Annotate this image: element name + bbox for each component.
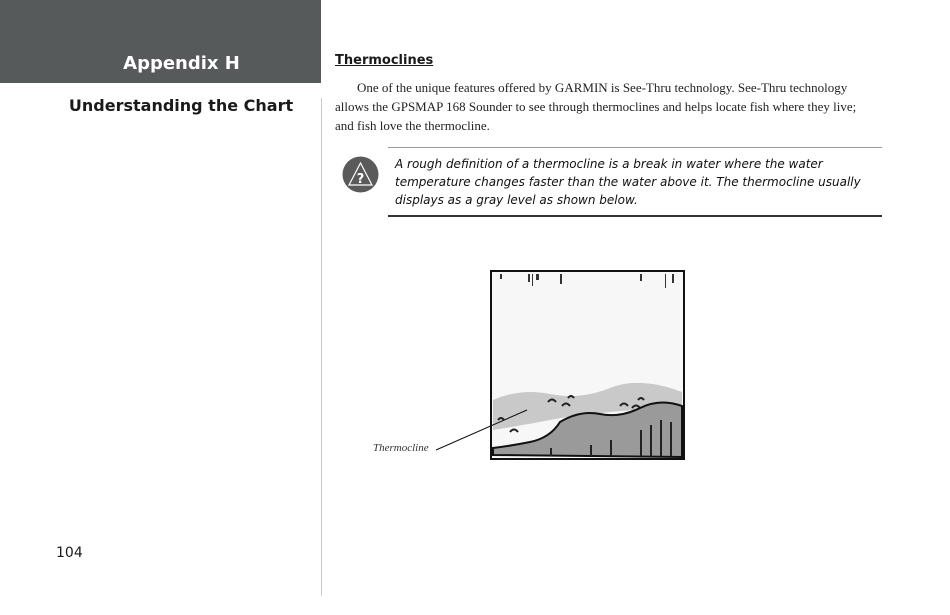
section-title: Understanding the Chart bbox=[68, 96, 294, 115]
thermocline-callout-label: Thermocline bbox=[373, 442, 429, 454]
thermoclines-paragraph: One of the unique features offered by GARMIN is See-Thru technology. See-Thru technology allows the GPSMAP 168 Sounder to see through thermoclines and helps locate fish where they live; and fish love the thermocline. bbox=[335, 80, 857, 133]
appendix-title: Appendix H bbox=[123, 53, 240, 74]
svg-text:?: ? bbox=[356, 172, 365, 187]
column-divider bbox=[321, 98, 322, 596]
sonar-screen-image bbox=[490, 270, 685, 460]
note-rule-bottom bbox=[388, 215, 882, 217]
note-text: A rough definition of a thermocline is a break in water where the water temperature changes faster than the water above it. The thermocline usually displays as a gray level as shown below. bbox=[395, 157, 861, 207]
thermoclines-heading: Thermoclines bbox=[335, 53, 434, 68]
question-triangle-icon bbox=[342, 156, 379, 193]
note-rule-top bbox=[388, 147, 882, 148]
page-number: 104 bbox=[56, 545, 83, 561]
